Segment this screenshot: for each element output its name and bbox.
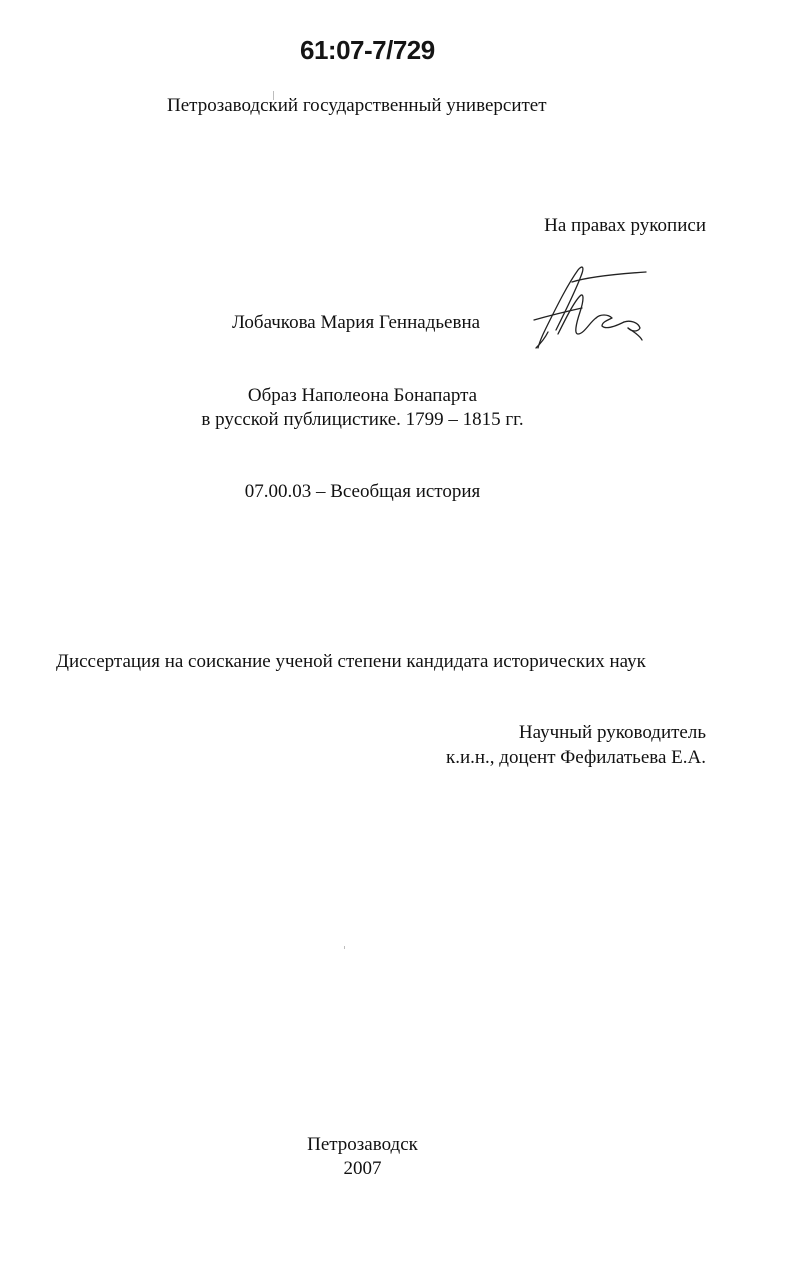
specialty-code: 07.00.03 – Всеобщая история	[244, 481, 481, 502]
publication-city: Петрозаводск	[307, 1134, 418, 1155]
signature-stroke	[624, 321, 640, 331]
signature-stroke	[534, 308, 582, 320]
signature-stroke	[538, 267, 583, 348]
author-name: Лобачкова Мария Геннадьевна	[232, 312, 481, 333]
signature-stroke	[572, 272, 646, 282]
institution-name: Петрозаводский государственный университет	[167, 95, 547, 116]
supervisor-label: Научный руководитель	[518, 722, 706, 743]
manuscript-rights-note: На правах рукописи	[544, 215, 706, 236]
signature-stroke	[596, 315, 624, 328]
supervisor-name: к.и.н., доцент Фефилатьева Е.А.	[445, 747, 706, 768]
signature-stroke	[628, 328, 642, 340]
dissertation-title-line-1: Образ Наполеона Бонапарта	[247, 385, 478, 406]
signature-stroke	[536, 332, 548, 348]
scan-speck	[344, 946, 345, 949]
dissertation-title-line-2: в русской публицистике. 1799 – 1815 гг.	[201, 409, 524, 430]
degree-statement: Диссертация на соискание ученой степени кандидата исторических наук	[56, 651, 646, 672]
handwritten-signature-icon	[528, 262, 648, 354]
library-stamp-code: 61:07-7/729	[300, 35, 435, 65]
publication-year: 2007	[343, 1158, 382, 1179]
